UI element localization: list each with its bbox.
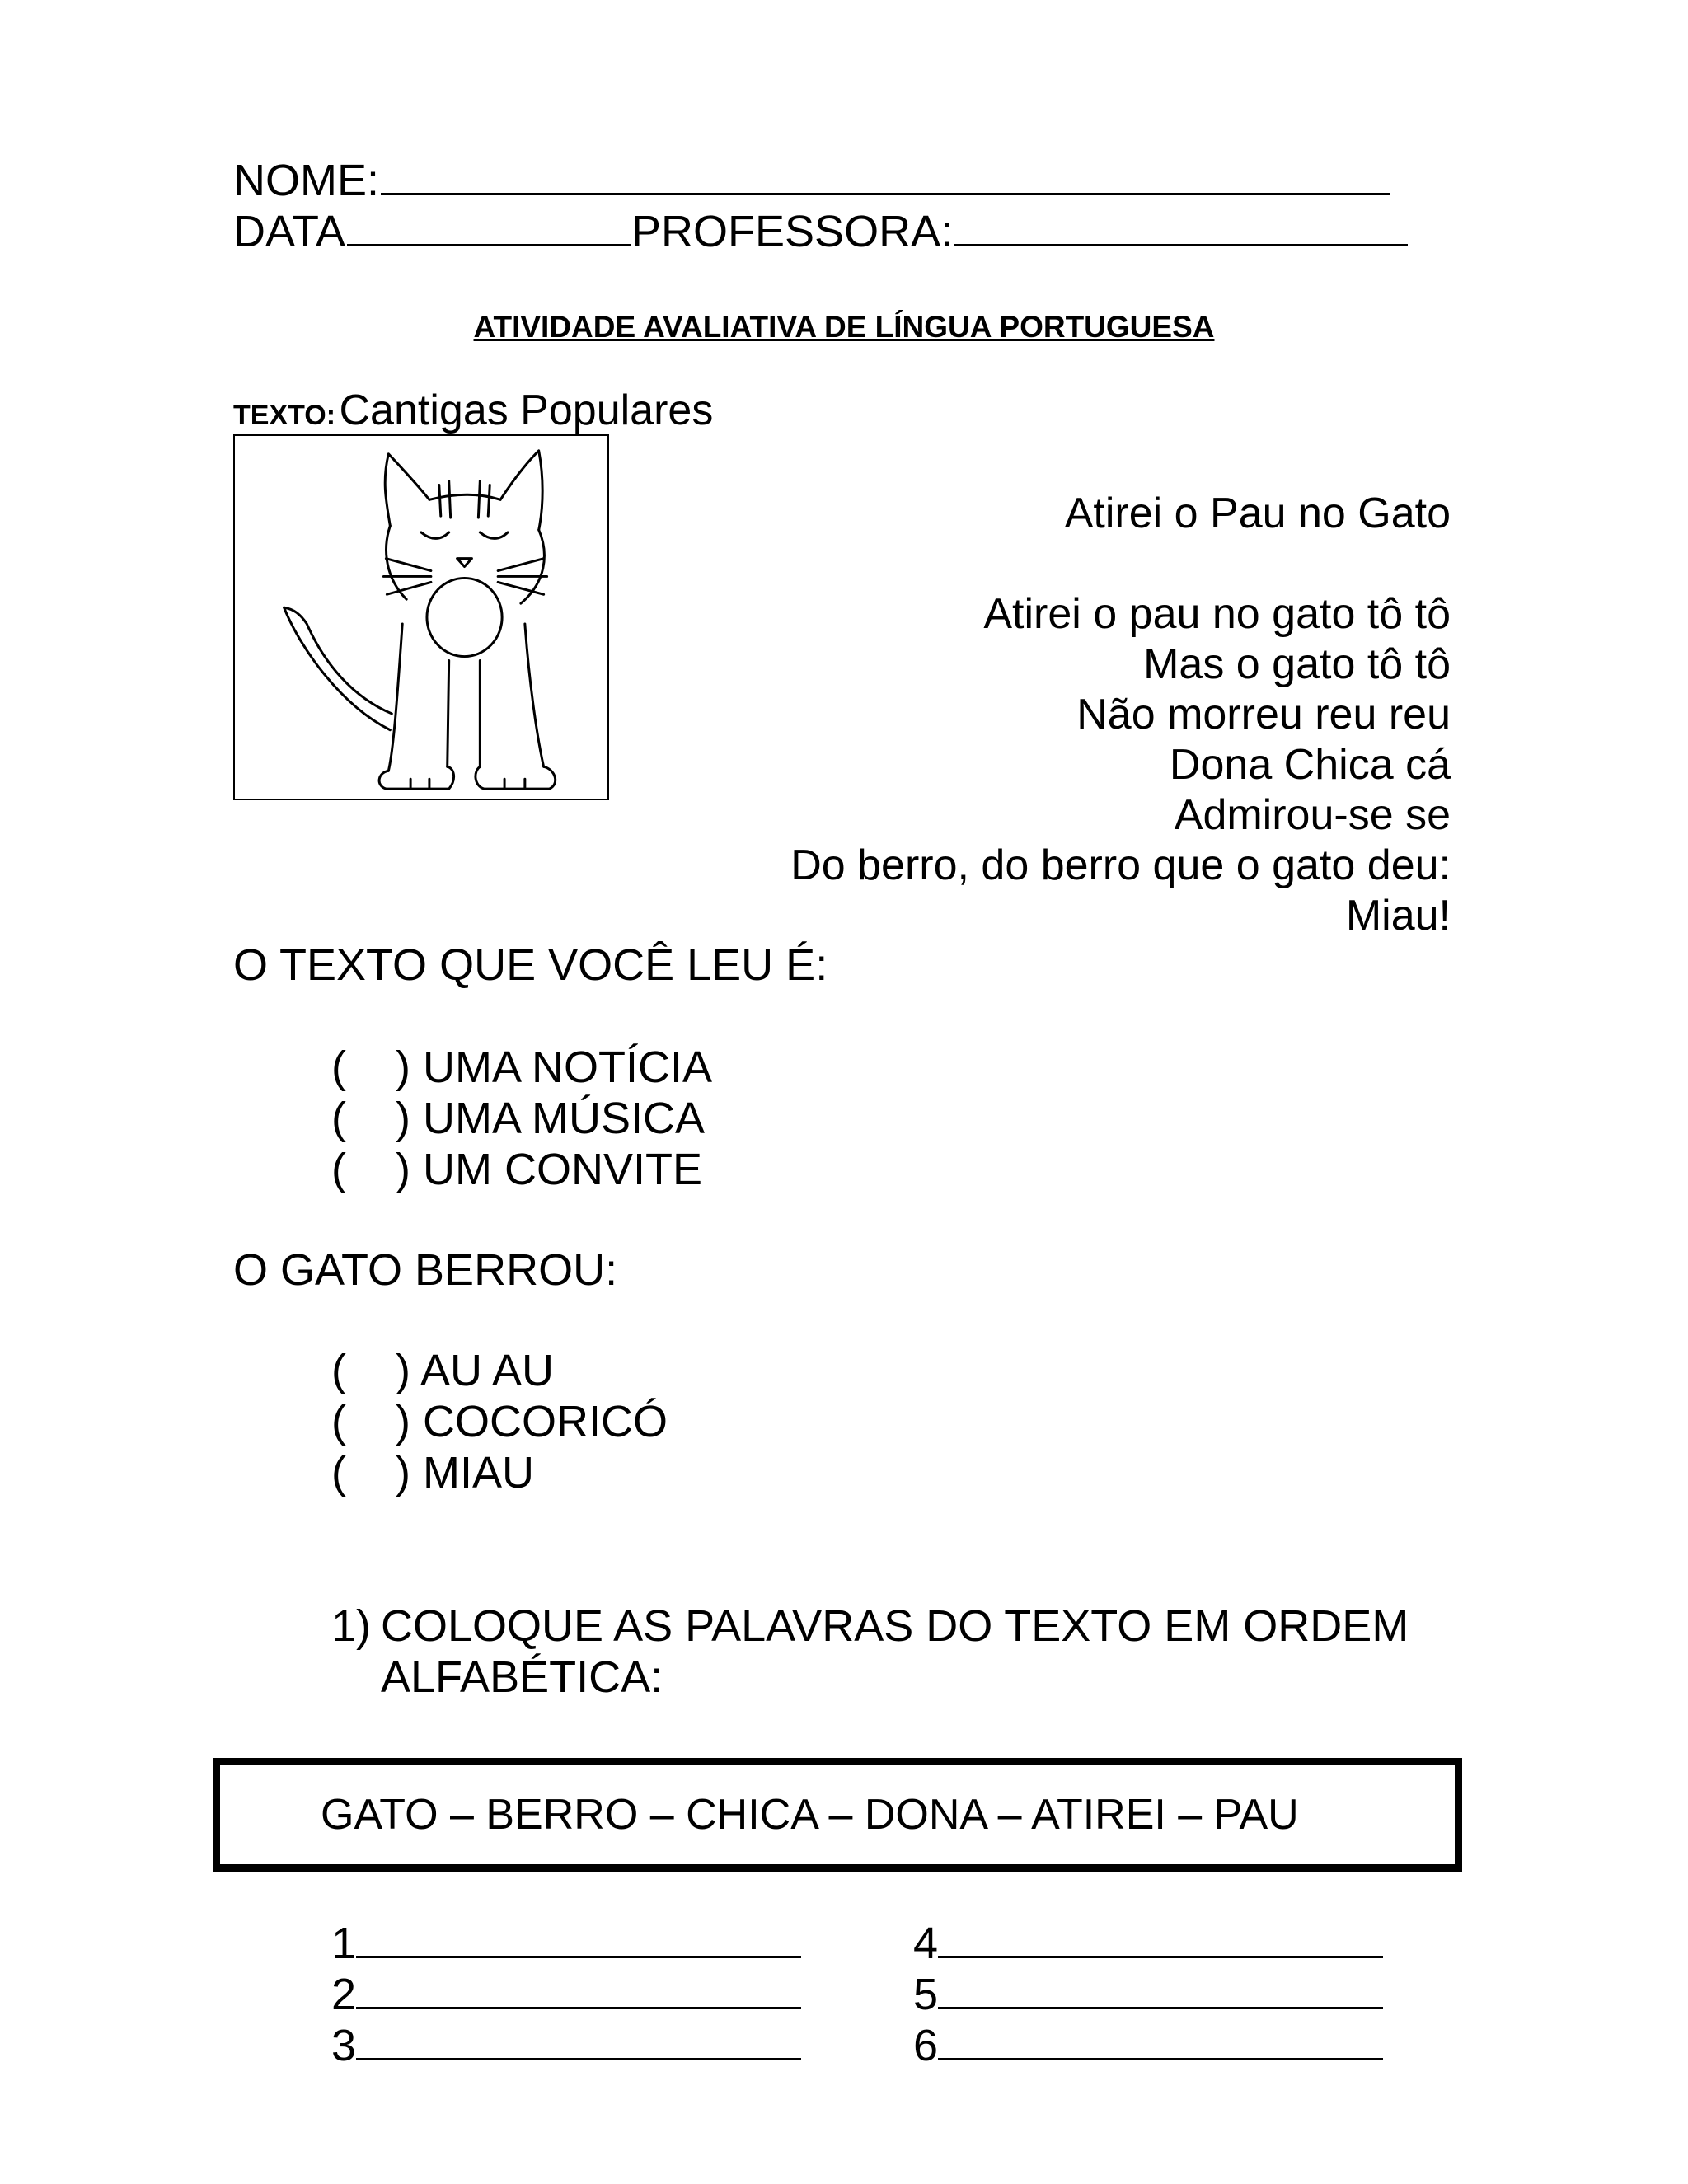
question-3-line2: ALFABÉTICA: — [381, 1652, 663, 1702]
option-label: ) COCORICÓ — [396, 1397, 668, 1446]
poem-line: Miau! — [1345, 892, 1451, 940]
question-2-prompt: O GATO BERROU: — [233, 1245, 618, 1295]
option-checkbox[interactable]: ( ) COCORICÓ — [331, 1397, 668, 1446]
date-teacher-row — [233, 206, 1408, 257]
option-checkbox[interactable]: ( ) UMA MÚSICA — [331, 1094, 706, 1143]
option-label: ) UM CONVITE — [396, 1145, 702, 1194]
option-checkbox[interactable]: ( ) MIAU — [331, 1448, 534, 1497]
word-list: GATO – BERRO – CHICA – DONA – ATIREI – PAU — [321, 1791, 1299, 1839]
option-checkbox[interactable]: ( ) AU AU — [331, 1346, 555, 1395]
poem-line: Atirei o pau no gato tô tô — [983, 590, 1451, 638]
answer-field[interactable] — [938, 2018, 1383, 2060]
date-field[interactable] — [347, 208, 631, 246]
text-source — [233, 386, 713, 435]
option-label: ) UMA MÚSICA — [396, 1094, 706, 1143]
name-field[interactable] — [381, 157, 1390, 195]
poem-title: Atirei o Pau no Gato — [1064, 490, 1451, 537]
teacher-field[interactable] — [954, 208, 1408, 246]
poem-line: Não morreu reu reu — [1076, 691, 1451, 738]
cat-picture — [233, 434, 609, 800]
answer-field[interactable] — [356, 2018, 801, 2060]
question-number: 1) — [331, 1601, 372, 1651]
name-row — [233, 155, 1390, 206]
answer-line-2[interactable]: 2 — [331, 1967, 801, 2020]
teacher-label: PROFESSORA: — [631, 207, 954, 256]
option-checkbox[interactable]: ( ) UMA NOTÍCIA — [331, 1043, 713, 1092]
answer-line-3[interactable]: 3 — [331, 2018, 801, 2071]
answer-line-5[interactable]: 5 — [913, 1967, 1383, 2020]
option-label: ) MIAU — [396, 1448, 534, 1497]
question-1-prompt: O TEXTO QUE VOCÊ LEU É: — [233, 940, 828, 990]
answer-field[interactable] — [356, 1916, 801, 1958]
cat-drawing-icon — [235, 436, 607, 799]
text-name: Cantigas Populares — [339, 387, 714, 434]
poem-line: Dona Chica cá — [1169, 741, 1451, 789]
answer-field[interactable] — [938, 1967, 1383, 2009]
text-label: TEXTO: — [233, 400, 336, 431]
question-3-prompt — [331, 1601, 1409, 1652]
word-bank — [213, 1758, 1462, 1872]
poem-line: Mas o gato tô tô — [1143, 640, 1451, 688]
answer-line-6[interactable]: 6 — [913, 2018, 1383, 2071]
poem-line: Admirou-se se — [1174, 791, 1451, 839]
poem-line: Do berro, do berro que o gato deu: — [790, 841, 1451, 889]
option-label: ) UMA NOTÍCIA — [396, 1043, 713, 1092]
option-label: ) AU AU — [396, 1346, 555, 1395]
date-label: DATA — [233, 207, 346, 256]
answer-line-1[interactable]: 1 — [331, 1916, 801, 1969]
answer-field[interactable] — [938, 1916, 1383, 1958]
page-title: ATIVIDADE AVALIATIVA DE LÍNGUA PORTUGUESA — [473, 310, 1215, 344]
answer-line-4[interactable]: 4 — [913, 1916, 1383, 1969]
question-3-line1: COLOQUE AS PALAVRAS DO TEXTO EM ORDEM — [381, 1601, 1409, 1651]
option-checkbox[interactable]: ( ) UM CONVITE — [331, 1145, 702, 1194]
name-label: NOME: — [233, 156, 380, 205]
answer-field[interactable] — [356, 1967, 801, 2009]
